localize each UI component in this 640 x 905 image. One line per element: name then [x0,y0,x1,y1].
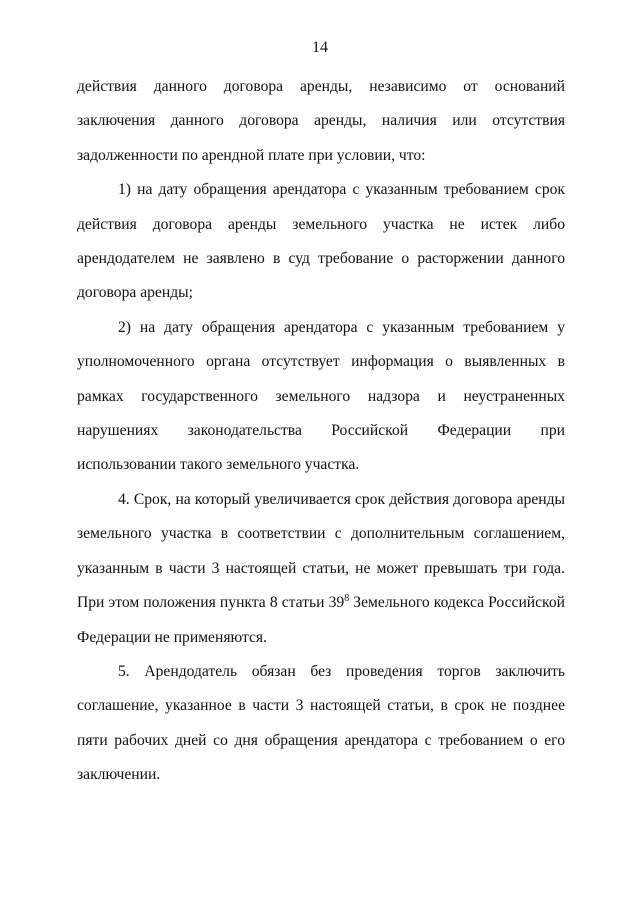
paragraph-section-4-text-end: Земельного кодекса Российской Федерации не применяются. [77,594,565,646]
page-number: 14 [312,39,328,56]
paragraph-item-2: 2) на дату обращения арендатора с указанным требованием у уполномоченного органа отсутствует информация о выявленных в рамках государственного земельного надзора и неустраненных нарушениях законодательства Российской Федерации при использовании такого земельного участка. [77,318,565,474]
paragraph-section-5: 5. Арендодатель обязан без проведения торгов заключить соглашение, указанное в части 3 настоящей статьи, в срок не позднее пяти рабочих дней со дня обращения арендатора с требованием о его заключении. [77,662,565,784]
paragraph-continuation: действия данного договора аренды, независимо от оснований заключения данного договора аренды, наличия или отсутствия задолженности по арендной плате при условии, что: [77,78,565,164]
paragraph-section-4-text-start: 4. Срок, на который увеличивается срок действия договора аренды земельного участка в соответствии с дополнительным соглашением, указанным в части 3 настоящей статьи, не может превышать три года. При этом положения пункта 8 статьи 39 [77,490,565,612]
paragraph-section-4 [77,483,565,655]
document-body [77,70,565,793]
paragraph-item-1: 1) на дату обращения арендатора с указанным требованием срок действия договора аренды земельного участка не истек либо арендодателем не заявлено в суд требование о расторжении данного договора аренды; [77,181,565,302]
article-superscript: 8 [344,592,350,604]
